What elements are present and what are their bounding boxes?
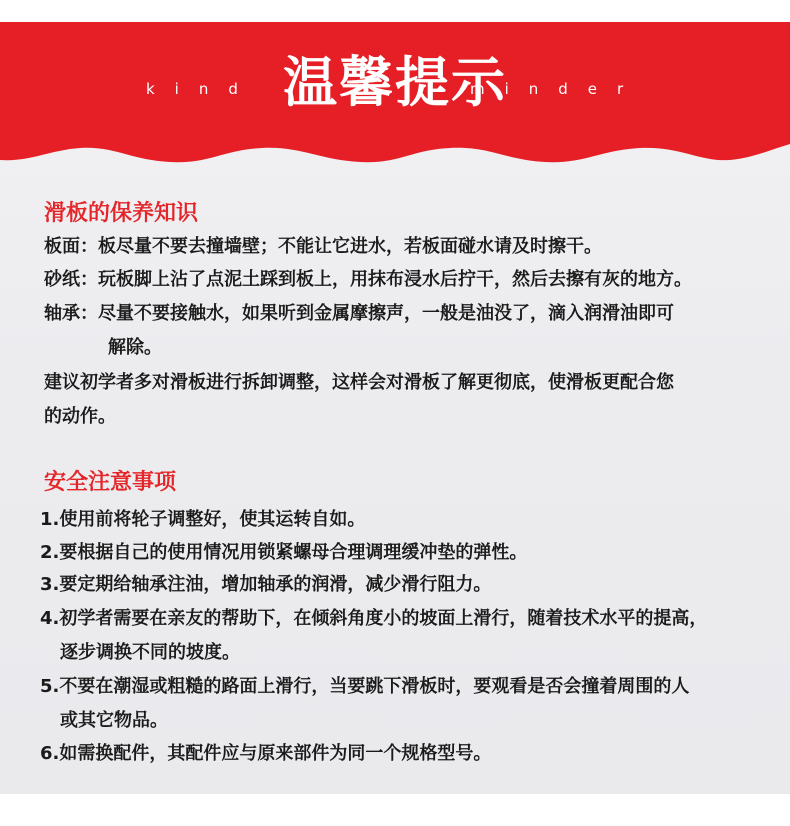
safety-line: 3.要定期给轴承注油，增加轴承的润滑，减少滑行阻力。 — [40, 574, 492, 595]
banner-subtitle-right: minder — [470, 80, 644, 98]
safety-line: 逐步调换不同的坡度。 — [60, 642, 240, 663]
tips-card — [0, 22, 790, 794]
care-line: 的动作。 — [44, 406, 116, 427]
safety-line: 或其它物品。 — [60, 710, 168, 731]
care-line: 解除。 — [108, 337, 162, 358]
care-line: 砂纸：玩板脚上沾了点泥土踩到板上，用抹布浸水后拧干，然后去擦有灰的地方。 — [44, 269, 692, 290]
safety-line: 6.如需换配件，其配件应与原来部件为同一个规格型号。 — [40, 743, 492, 764]
safety-line: 5.不要在潮湿或粗糙的路面上滑行，当要跳下滑板时，要观看是否会撞着周围的人 — [40, 676, 690, 697]
safety-line: 2.要根据自己的使用情况用锁紧螺母合理调理缓冲垫的弹性。 — [40, 542, 528, 563]
section-title-care: 滑板的保养知识 — [44, 201, 199, 226]
page-title: 温馨提示 — [283, 51, 507, 114]
safety-line: 4.初学者需要在亲友的帮助下，在倾斜角度小的坡面上滑行，随着技术水平的提高， — [40, 608, 708, 629]
care-line: 板面：板尽量不要去撞墙壁；不能让它进水，若板面碰水请及时擦干。 — [44, 236, 602, 257]
care-line: 建议初学者多对滑板进行拆卸调整，这样会对滑板了解更彻底，使滑板更配合您 — [44, 372, 674, 393]
banner-subtitle-left: kind — [146, 80, 258, 98]
section-title-safety: 安全注意事项 — [44, 470, 177, 495]
header-banner — [0, 22, 790, 182]
safety-line: 1.使用前将轮子调整好，使其运转自如。 — [40, 509, 366, 530]
care-line: 轴承：尽量不要接触水，如果听到金属摩擦声，一般是油没了，滴入润滑油即可 — [44, 303, 674, 324]
